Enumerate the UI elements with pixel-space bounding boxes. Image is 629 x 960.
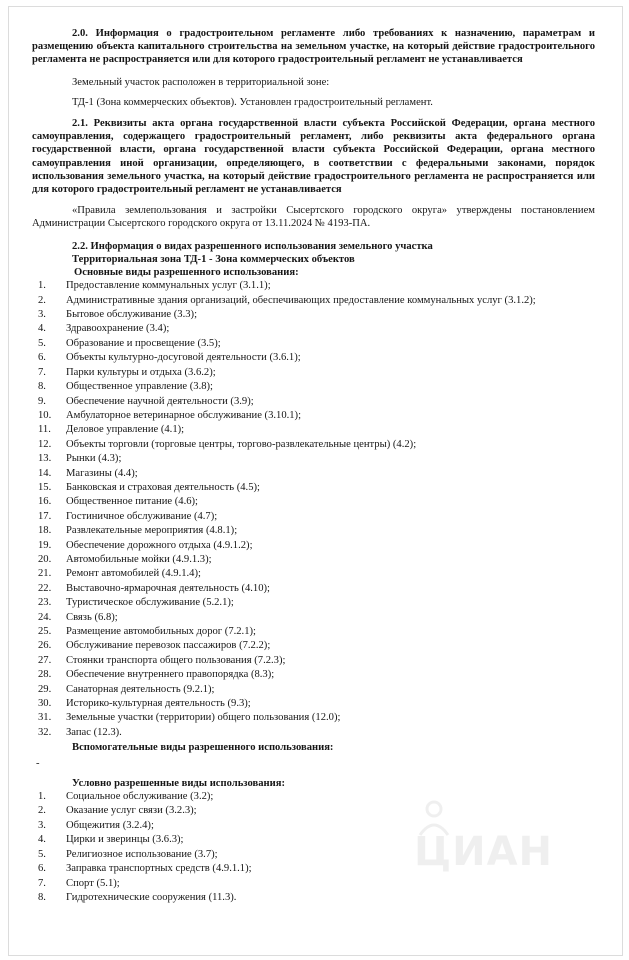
list-item-text: Здравоохранение (3.4); [66, 323, 170, 335]
list-item [32, 654, 595, 668]
document-page [8, 6, 623, 956]
list-item-number: 16. [38, 496, 52, 508]
list-item-number: 22. [38, 582, 52, 594]
list-item-number: 14. [38, 467, 52, 479]
list-item-number: 30. [38, 698, 52, 710]
list-item-number: 12. [38, 438, 52, 450]
list-item-number: 31. [38, 712, 52, 724]
list-item [32, 726, 595, 740]
list-item [32, 877, 595, 892]
main-uses-title: Основные виды разрешенного использования: [74, 267, 299, 279]
list-item-number: 11. [38, 424, 51, 436]
list-item-number: 20. [38, 553, 52, 565]
list-item-number: 4. [38, 323, 46, 335]
list-item-text: Парки культуры и отдыха (3.6.2); [66, 366, 216, 378]
list-item [32, 711, 595, 725]
watermark-text: ЦИАН [414, 829, 554, 875]
list-item-text: Бытовое обслуживание (3.3); [66, 309, 198, 321]
list-item [32, 891, 595, 906]
list-item-text: Заправка транспортных средств (4.9.1.1); [66, 863, 252, 875]
aux-uses-value: - [36, 758, 40, 770]
list-item-text: Образование и просвещение (3.5); [66, 337, 221, 349]
list-item-text: Социальное обслуживание (3.2); [66, 790, 214, 802]
list-item [32, 625, 595, 639]
main-uses-list [32, 279, 595, 740]
list-item-text: Обслуживание перевозок пассажиров (7.2.2); [66, 640, 271, 652]
list-item-text: Обеспечение научной деятельности (3.9); [66, 395, 254, 407]
list-item-number: 9. [38, 395, 46, 407]
list-item [32, 862, 595, 877]
list-item-number: 29. [38, 683, 52, 695]
list-item [32, 495, 595, 509]
list-item-number: 18. [38, 525, 52, 537]
list-item [32, 279, 595, 293]
list-item [32, 567, 595, 581]
list-item [32, 337, 595, 351]
list-item [32, 790, 595, 805]
list-item [32, 308, 595, 322]
list-item [32, 409, 595, 423]
list-item-number: 3. [38, 819, 46, 831]
list-item-text: Магазины (4.4); [66, 467, 138, 479]
list-item-text: Общественное управление (3.8); [66, 381, 213, 393]
list-item-number: 23. [38, 597, 52, 609]
list-item-number: 25. [38, 626, 52, 637]
list-item-text: Цирки и зверинцы (3.6.3); [66, 834, 184, 846]
list-item-text: Объекты культурно-досуговой деятельности (3.6.1); [66, 352, 301, 364]
list-item-number: 7. [38, 877, 46, 889]
list-item [32, 438, 595, 452]
list-item-text: Объекты торговли (торговые центры, торгово-развлекательные центры) (4.2); [66, 438, 417, 450]
list-item [32, 452, 595, 466]
list-item-text: Автомобильные мойки (4.9.1.3); [66, 553, 212, 565]
zone-regulation-text: ТД-1 (Зона коммерческих объектов). Установлен градостроительный регламент. [72, 96, 433, 108]
list-item-number: 13. [38, 453, 52, 465]
aux-uses-title: Вспомогательные виды разрешенного использования: [72, 742, 334, 754]
list-item-text: Административные здания организаций, обеспечивающих предоставление коммунальных услуг (3.1.2); [66, 294, 536, 306]
list-item [32, 553, 595, 567]
list-item [32, 833, 595, 848]
list-item [32, 596, 595, 610]
list-item [32, 395, 595, 409]
list-item-text: Общежития (3.2.4); [66, 819, 154, 831]
list-item-number: 2. [38, 805, 46, 817]
list-item-text: Гидротехнические сооружения (11.3). [66, 892, 237, 904]
list-item-number: 8. [38, 381, 46, 393]
list-item-text: Спорт (5.1); [66, 877, 120, 889]
list-item-number: 6. [38, 352, 46, 364]
list-item-number: 26. [38, 640, 52, 652]
list-item-number: 21. [38, 568, 52, 580]
list-item-number: 1. [38, 790, 46, 802]
list-item-number: 8. [38, 892, 46, 904]
cond-uses-list [32, 790, 595, 906]
list-item [32, 611, 595, 625]
list-item [32, 481, 595, 495]
list-item-number: 32. [38, 726, 52, 738]
list-item-text: Религиозное использование (3.7); [66, 848, 218, 860]
list-item-number: 2. [38, 294, 46, 306]
list-item-number: 1. [38, 280, 46, 292]
list-item [32, 539, 595, 553]
list-item [32, 366, 595, 380]
list-item [32, 668, 595, 682]
list-item [32, 322, 595, 336]
rules-act-text: «Правила землепользования и застройки Сысертского городского округа» утверждены постановлением Администрации Сысертского городского округа от 13.11.2024 № 4193-ПА. [32, 205, 595, 230]
list-item [32, 524, 595, 538]
list-item-number: 17. [38, 510, 52, 522]
section-2-2-heading: 2.2. Информация о видах разрешенного использования земельного участка [72, 240, 433, 252]
list-item-text: Развлекательные мероприятия (4.8.1); [66, 525, 238, 537]
list-item-text: Амбулаторное ветеринарное обслуживание (3.10.1); [66, 409, 302, 421]
list-item-text: Историко-культурная деятельность (9.3); [66, 698, 251, 710]
list-item-number: 10. [38, 409, 52, 421]
list-item-number: 28. [38, 669, 52, 681]
list-item-number: 27. [38, 654, 52, 666]
list-item [32, 683, 595, 697]
list-item [32, 697, 595, 711]
list-item-text: Размещение автомобильных дорог (7.2.1); [66, 626, 256, 637]
list-item-text: Предоставление коммунальных услуг (3.1.1); [66, 280, 271, 292]
list-item [32, 294, 595, 308]
list-item-number: 5. [38, 848, 46, 860]
list-item [32, 380, 595, 394]
list-item-text: Выставочно-ярмарочная деятельность (4.10); [66, 582, 270, 594]
list-item-number: 15. [38, 481, 52, 493]
list-item-number: 6. [38, 863, 46, 875]
list-item-text: Санаторная деятельность (9.2.1); [66, 683, 215, 695]
list-item-text: Туристическое обслуживание (5.2.1); [66, 597, 234, 609]
list-item-text: Рынки (4.3); [66, 453, 122, 465]
list-item-text: Деловое управление (4.1); [66, 424, 185, 436]
list-item-text: Гостиничное обслуживание (4.7); [66, 510, 218, 522]
list-item [32, 467, 595, 481]
list-item-text: Запас (12.3). [66, 726, 122, 738]
document-content [32, 27, 595, 906]
list-item-text: Ремонт автомобилей (4.9.1.4); [66, 568, 201, 580]
list-item [32, 510, 595, 524]
list-item-text: Стоянки транспорта общего пользования (7.2.3); [66, 654, 286, 666]
zone-location-text: Земельный участок расположен в территориальной зоне: [72, 76, 330, 88]
list-item-text: Обеспечение дорожного отдыха (4.9.1.2); [66, 539, 253, 551]
list-item-number: 24. [38, 611, 52, 623]
list-item [32, 804, 595, 819]
list-item-text: Земельные участки (территории) общего пользования (12.0); [66, 712, 341, 724]
list-item [32, 819, 595, 834]
section-2-0-heading: 2.0. Информация о градостроительном регламенте либо требованиях к назначению, параметрам и размещению объекта капитального строительства на земельном участке, на который действие градостроительного регламента не распространяется или для которого градостроительный регламент не устанавливается [32, 28, 595, 66]
list-item [32, 423, 595, 437]
list-item-number: 4. [38, 834, 46, 846]
zone-title: Территориальная зона ТД-1 - Зона коммерческих объектов [72, 253, 355, 265]
section-2-1-heading: 2.1. Реквизиты акта органа государственной власти субъекта Российской Федерации, органа местного самоуправления, содержащего градостроительный регламент, либо реквизиты акта федерального органа государственной власти, органа государственной власти субъекта Российской Федерации, органа местного самоуправления иной организации, определяющего, в соответствии с федеральными законами, порядок использования земельного участка, на который действие градостроительного регламента не распространяется или для которого градостроительный регламент не устанавливается [32, 118, 595, 196]
list-item-text: Связь (6.8); [66, 611, 118, 623]
cond-uses-title: Условно разрешенные виды использования: [72, 777, 286, 789]
list-item [32, 639, 595, 653]
list-item-text: Обеспечение внутреннего правопорядка (8.3); [66, 669, 275, 681]
list-item-number: 19. [38, 539, 52, 551]
list-item-number: 7. [38, 366, 46, 378]
list-item-number: 5. [38, 337, 46, 349]
list-item [32, 848, 595, 863]
list-item [32, 582, 595, 596]
list-item-number: 3. [38, 309, 46, 321]
list-item-text: Банковская и страховая деятельность (4.5); [66, 481, 260, 493]
list-item-text: Оказание услуг связи (3.2.3); [66, 805, 197, 817]
list-item-text: Общественное питание (4.6); [66, 496, 198, 508]
list-item [32, 351, 595, 365]
